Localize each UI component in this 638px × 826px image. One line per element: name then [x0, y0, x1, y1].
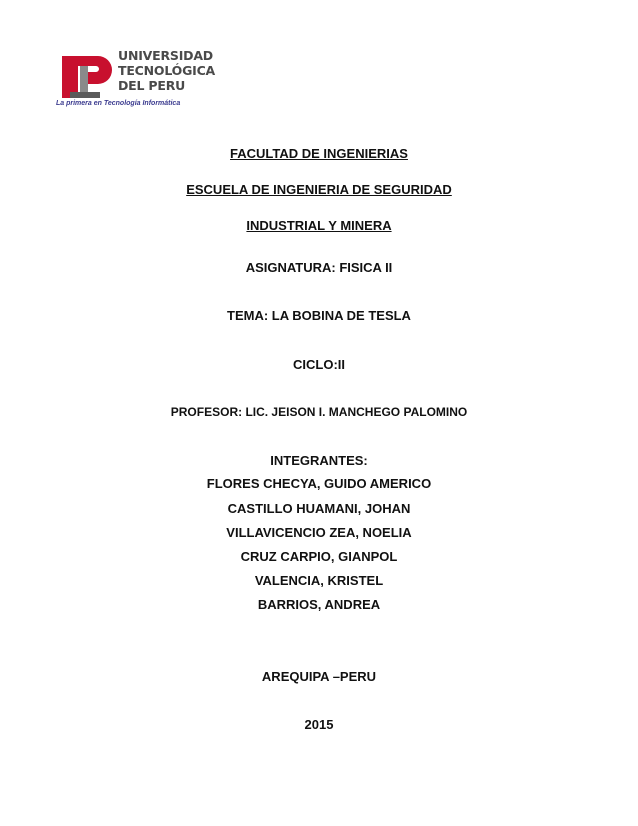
year-line: 2015 [304, 717, 334, 732]
topic-line: TEMA: LA BOBINA DE TESLA [227, 308, 411, 323]
member-name: CASTILLO HUAMANI, JOHAN [227, 501, 411, 516]
member-name: BARRIOS, ANDREA [257, 597, 381, 612]
logo-tagline: La primera en Tecnología Informática [56, 100, 181, 107]
professor-line: PROFESOR: LIC. JEISON I. MANCHEGO PALOMINO [170, 405, 468, 419]
utp-logo-icon [56, 48, 118, 104]
logo-line-2: TECNOLÓGICA [118, 63, 216, 78]
place-line: AREQUIPA –PERU [261, 669, 377, 684]
logo-line-3: DEL PERU [118, 78, 186, 93]
cycle-line: CICLO:II [293, 357, 345, 372]
school-title-line-1: ESCUELA DE INGENIERIA DE SEGURIDAD [186, 182, 452, 197]
university-logo [56, 44, 216, 110]
member-name: VALENCIA, KRISTEL [254, 573, 384, 588]
school-title-line-2: INDUSTRIAL Y MINERA [246, 218, 392, 233]
members-heading: INTEGRANTES: [270, 453, 368, 468]
member-name: CRUZ CARPIO, GIANPOL [240, 549, 398, 564]
logo-wordmark [118, 48, 215, 93]
logo-line-1: UNIVERSIDAD [118, 48, 213, 63]
subject-line: ASIGNATURA: FISICA II [245, 260, 393, 275]
member-name: FLORES CHECYA, GUIDO AMERICO [206, 476, 432, 491]
faculty-title: FACULTAD DE INGENIERIAS [230, 146, 408, 161]
member-name: VILLAVICENCIO ZEA, NOELIA [226, 525, 412, 540]
